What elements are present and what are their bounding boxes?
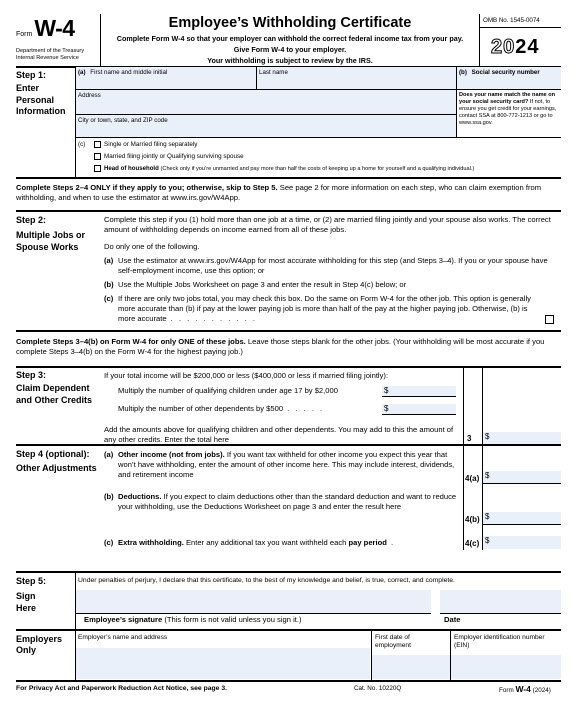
first-name-label: First name and middle initial	[90, 69, 168, 76]
step1-heading	[16, 70, 74, 117]
step2-b-marker: (b)	[104, 280, 114, 289]
signature-note: (This form is not valid unless you sign it.)	[164, 615, 302, 624]
step1-title: Step 1:	[16, 70, 47, 80]
year-prefix: 20	[491, 36, 516, 58]
step2-c-text-wrap: If there are only two jobs total, you may check this box. Do the same on Form W-4 for the other job. This option is generally more accurate than (b) if pay at the lower paying job is more than half of the pay at the higher paying job. Otherwise, (b) is more accurate . . . . . . . . . . .	[118, 294, 531, 323]
step4-c-wrap: Extra withholding. Enter any additional tax you want withheld each pay period .	[118, 538, 396, 547]
step1-bottom-rule	[16, 177, 561, 179]
line-4c-amount-field[interactable]	[483, 536, 561, 549]
perjury-statement: Under penalties of perjury, I declare that this certificate, to the best of my knowledge and belief, is true, correct, and complete.	[78, 577, 455, 584]
employers-bottom-rule	[16, 680, 561, 682]
step4-col-line-right	[482, 445, 483, 550]
step2-title: Step 2:	[16, 215, 47, 225]
date-label: Date	[444, 615, 461, 624]
step2-c-text: If there are only two jobs total, you may check this box. Do the same on Form W-4 for the other job. This option is generally more accurate than (b) if pay at the lower paying job is more than half of the pay at the higher paying job. Otherwise, (b) is more accurate	[118, 294, 531, 323]
step4-subtitle: Other Adjustments	[16, 463, 97, 474]
step3-subtitle: Claim Dependent and Other Credits	[16, 383, 93, 405]
step3-title: Step 3:	[16, 370, 47, 380]
footer-form-id	[499, 684, 551, 695]
step4-a-wrap	[118, 450, 460, 480]
line-4b-number: 4(b)	[465, 515, 480, 524]
step4-heading	[16, 449, 100, 475]
step4-b-wrap	[118, 492, 460, 512]
omb-underline	[479, 27, 561, 28]
filing-hoh-checkbox[interactable]	[94, 165, 101, 172]
two-jobs-checkbox[interactable]	[545, 315, 554, 324]
form-label	[16, 14, 75, 43]
step2-intro: Complete this step if you (1) hold more than one job at a time, or (2) are married filing jointly and your spouse also works. The correct amount of withholding depends on income earned from all of these jobs.	[104, 215, 551, 234]
filing-single-option[interactable]	[94, 141, 197, 149]
step2-b-text: Use the Multiple Jobs Worksheet on page 3 and enter the result in Step 4(c) below; or	[118, 280, 407, 289]
dept-line-2: Internal Revenue Service	[16, 54, 79, 61]
line-4b-amount-field[interactable]	[483, 512, 561, 525]
footer-form-year: (2024)	[532, 687, 551, 694]
omb-number: OMB No. 1545-0074	[483, 17, 540, 24]
step4-b-marker: (b)	[104, 492, 114, 501]
filing-hoh-note: (Check only if you’re unmarried and pay more than half the costs of keeping up a home for yourself and a qualifying individual.)	[160, 166, 475, 173]
header-center	[102, 15, 478, 65]
step4-a-marker: (a)	[104, 450, 114, 459]
address-field[interactable]	[76, 90, 456, 114]
line-3-amount-field[interactable]	[483, 432, 561, 444]
step3-add-text: Add the amounts above for qualifying children and other dependents. You may add to this the amount of any other credits. Enter the total here	[104, 425, 454, 444]
step3-col-line-left	[463, 367, 464, 444]
filing-joint-checkbox[interactable]	[94, 153, 101, 160]
filing-single-label: Single or Married filing separately	[104, 141, 198, 149]
children-dollar: $	[384, 386, 389, 395]
instr2-rest: Leave those steps blank for the other jobs. (Your withholding will be most accurate if you complete Steps 3–4(b) on the Form W-4 for the highest paying job.)	[16, 337, 545, 356]
footer-form-number: W-4	[515, 684, 531, 694]
step4-b-text: If you expect to claim deductions other than the standard deduction and want to reduce your withholding, use the Deductions Worksheet on page 3 and enter the result here	[118, 492, 457, 511]
others-dollar: $	[384, 404, 389, 413]
signature-label: Employee’s signature	[84, 615, 163, 624]
ssn-note-rest: If not, to ensure you get credit for your earnings, contact SSA at 800-772-1213 or go to www.ssa.gov.	[459, 98, 557, 126]
catalog-number: Cat. No. 10220Q	[354, 685, 402, 692]
filing-single-checkbox[interactable]	[94, 141, 101, 148]
step2-heading	[16, 215, 96, 253]
filing-hoh-label: Head of household	[104, 165, 159, 173]
first-date-field[interactable]	[372, 655, 450, 679]
signature-field[interactable]	[76, 590, 431, 613]
dept-line-1: Department of the Treasury	[16, 48, 85, 54]
last-name-label: Last name	[259, 69, 288, 76]
instr1-bold: Complete Steps 2–4 ONLY if they apply to you; otherwise, skip to Step 5.	[16, 183, 278, 192]
header-divider-left	[100, 14, 101, 66]
step4-col-line-left	[463, 445, 464, 550]
employer-name-field[interactable]	[76, 648, 370, 679]
step2-c-marker: (c)	[104, 294, 114, 303]
step2-top-rule	[16, 210, 561, 212]
line-4a-dollar: $	[485, 471, 490, 480]
address-label: Address	[78, 92, 101, 99]
c-marker: (c)	[78, 141, 86, 148]
step3-top-rule	[16, 366, 561, 368]
step3-others-wrap: Multiply the number of other dependents by $500 . . . . .	[118, 404, 325, 413]
filing-joint-option[interactable]	[94, 153, 244, 161]
step5-title: Step 5:	[16, 576, 47, 586]
form-word: Form	[16, 31, 33, 38]
step4-title: Step 4 (optional):	[16, 449, 90, 459]
city-label: City or town, state, and ZIP code	[78, 117, 168, 124]
others-amount-field[interactable]	[382, 404, 456, 415]
signature-caption	[84, 615, 302, 624]
line-4c-number: 4(c)	[465, 539, 480, 548]
row-city-bottom	[76, 137, 561, 138]
ssn-note	[459, 92, 561, 127]
step3-bottom-rule	[16, 444, 561, 446]
form-number: W-4	[34, 15, 75, 41]
step4-b-bold: Deductions.	[118, 492, 162, 501]
step3-intro: If your total income will be $200,000 or less ($400,000 or less if married filing jointly):	[104, 371, 389, 380]
step4-a-text: If you want tax withheld for other income you expect this year that won’t have withholding, enter the amount of other income here. This may include interest, dividends, and retirement income	[118, 450, 455, 479]
ssn-label-wrap	[459, 69, 540, 77]
a-marker: (a)	[78, 69, 86, 76]
signature-line	[76, 613, 431, 614]
line-4c-dollar: $	[485, 536, 490, 545]
employer-name-label: Employer’s name and address	[78, 634, 168, 641]
step5-heading	[16, 576, 74, 614]
step1-subtitle: Enter Personal Information	[16, 83, 66, 116]
step2-a-marker: (a)	[104, 256, 114, 265]
employers-title: Employers Only	[16, 634, 63, 656]
privacy-notice: For Privacy Act and Paperwork Reduction Act Notice, see page 3.	[16, 685, 228, 692]
line-4a-number: 4(a)	[465, 474, 480, 483]
instruction-steps-3-4b	[16, 337, 561, 357]
name-divider	[256, 67, 257, 89]
line-3-dollar: $	[485, 432, 490, 441]
first-name-field[interactable]	[78, 69, 167, 77]
header-sub-1: Complete Form W-4 so that your employer can withhold the correct federal income tax from your pay.	[116, 34, 464, 44]
step5-bottom-rule	[16, 629, 561, 631]
step5-subtitle: Sign Here	[16, 591, 37, 613]
b-marker: (b)	[459, 69, 467, 76]
form-title: Employee’s Withholding Certificate	[168, 15, 412, 31]
filing-joint-label: Married filing jointly or Qualifying surviving spouse	[104, 153, 244, 161]
ssn-label: Social security number	[471, 69, 540, 76]
first-date-label: First date of employment	[375, 634, 411, 650]
ein-field[interactable]	[451, 655, 561, 679]
date-field[interactable]	[440, 590, 561, 613]
step2-subtitle: Multiple Jobs or Spouse Works	[16, 230, 86, 252]
step2-a-text: Use the estimator at www.irs.gov/W4App for most accurate withholding for this step (and Steps 3–4). If you or your spouse have self-employment income, use this option; or	[118, 256, 548, 275]
step3-children-text: Multiply the number of qualifying children under age 17 by $2,000	[118, 386, 338, 395]
instr2-bold: Complete Steps 3–4(b) on Form W-4 for only ONE of these jobs.	[16, 337, 246, 346]
step2-bottom-rule	[16, 330, 561, 332]
step4-bottom-rule	[16, 571, 561, 573]
step3-heading	[16, 370, 96, 406]
children-amount-field[interactable]	[382, 386, 456, 397]
step2-do-one: Do only one of the following.	[104, 242, 200, 251]
instruction-steps-2-4	[16, 183, 561, 203]
header-divider-right	[479, 14, 480, 66]
line-3-number: 3	[467, 434, 472, 443]
header-sub-2: Give Form W-4 to your employer.	[233, 45, 347, 55]
step4-c-bold2: pay period	[348, 538, 387, 547]
step4-c-text: Enter any additional tax you want withheld each	[185, 538, 347, 547]
step4-c-bold: Extra withholding.	[118, 538, 184, 547]
department	[16, 48, 98, 62]
filing-hoh-option[interactable]	[94, 165, 474, 173]
last-name-field[interactable]	[259, 69, 288, 77]
year-suffix: 24	[515, 36, 540, 58]
step4-c-marker: (c)	[104, 538, 114, 547]
header-sub-3: Your withholding is subject to review by the IRS.	[207, 56, 373, 66]
footer-form-prefix: Form	[499, 687, 514, 694]
line-4a-amount-field[interactable]	[483, 471, 561, 484]
ein-label: Employer identification number (EIN)	[454, 634, 545, 650]
step3-others-text: Multiply the number of other dependents by $500	[118, 404, 284, 413]
line-4b-dollar: $	[485, 512, 490, 521]
ssn-note-bold: Does your name match the name on your social security card?	[459, 92, 556, 105]
step4-a-bold: Other income (not from jobs).	[118, 450, 225, 459]
instr1-rest: See page 2 for more information on each step, who can claim exemption from withholding, and when to use the estimator at www.irs.gov/W4App.	[16, 183, 542, 202]
date-line	[440, 613, 561, 614]
tax-year	[491, 35, 540, 60]
